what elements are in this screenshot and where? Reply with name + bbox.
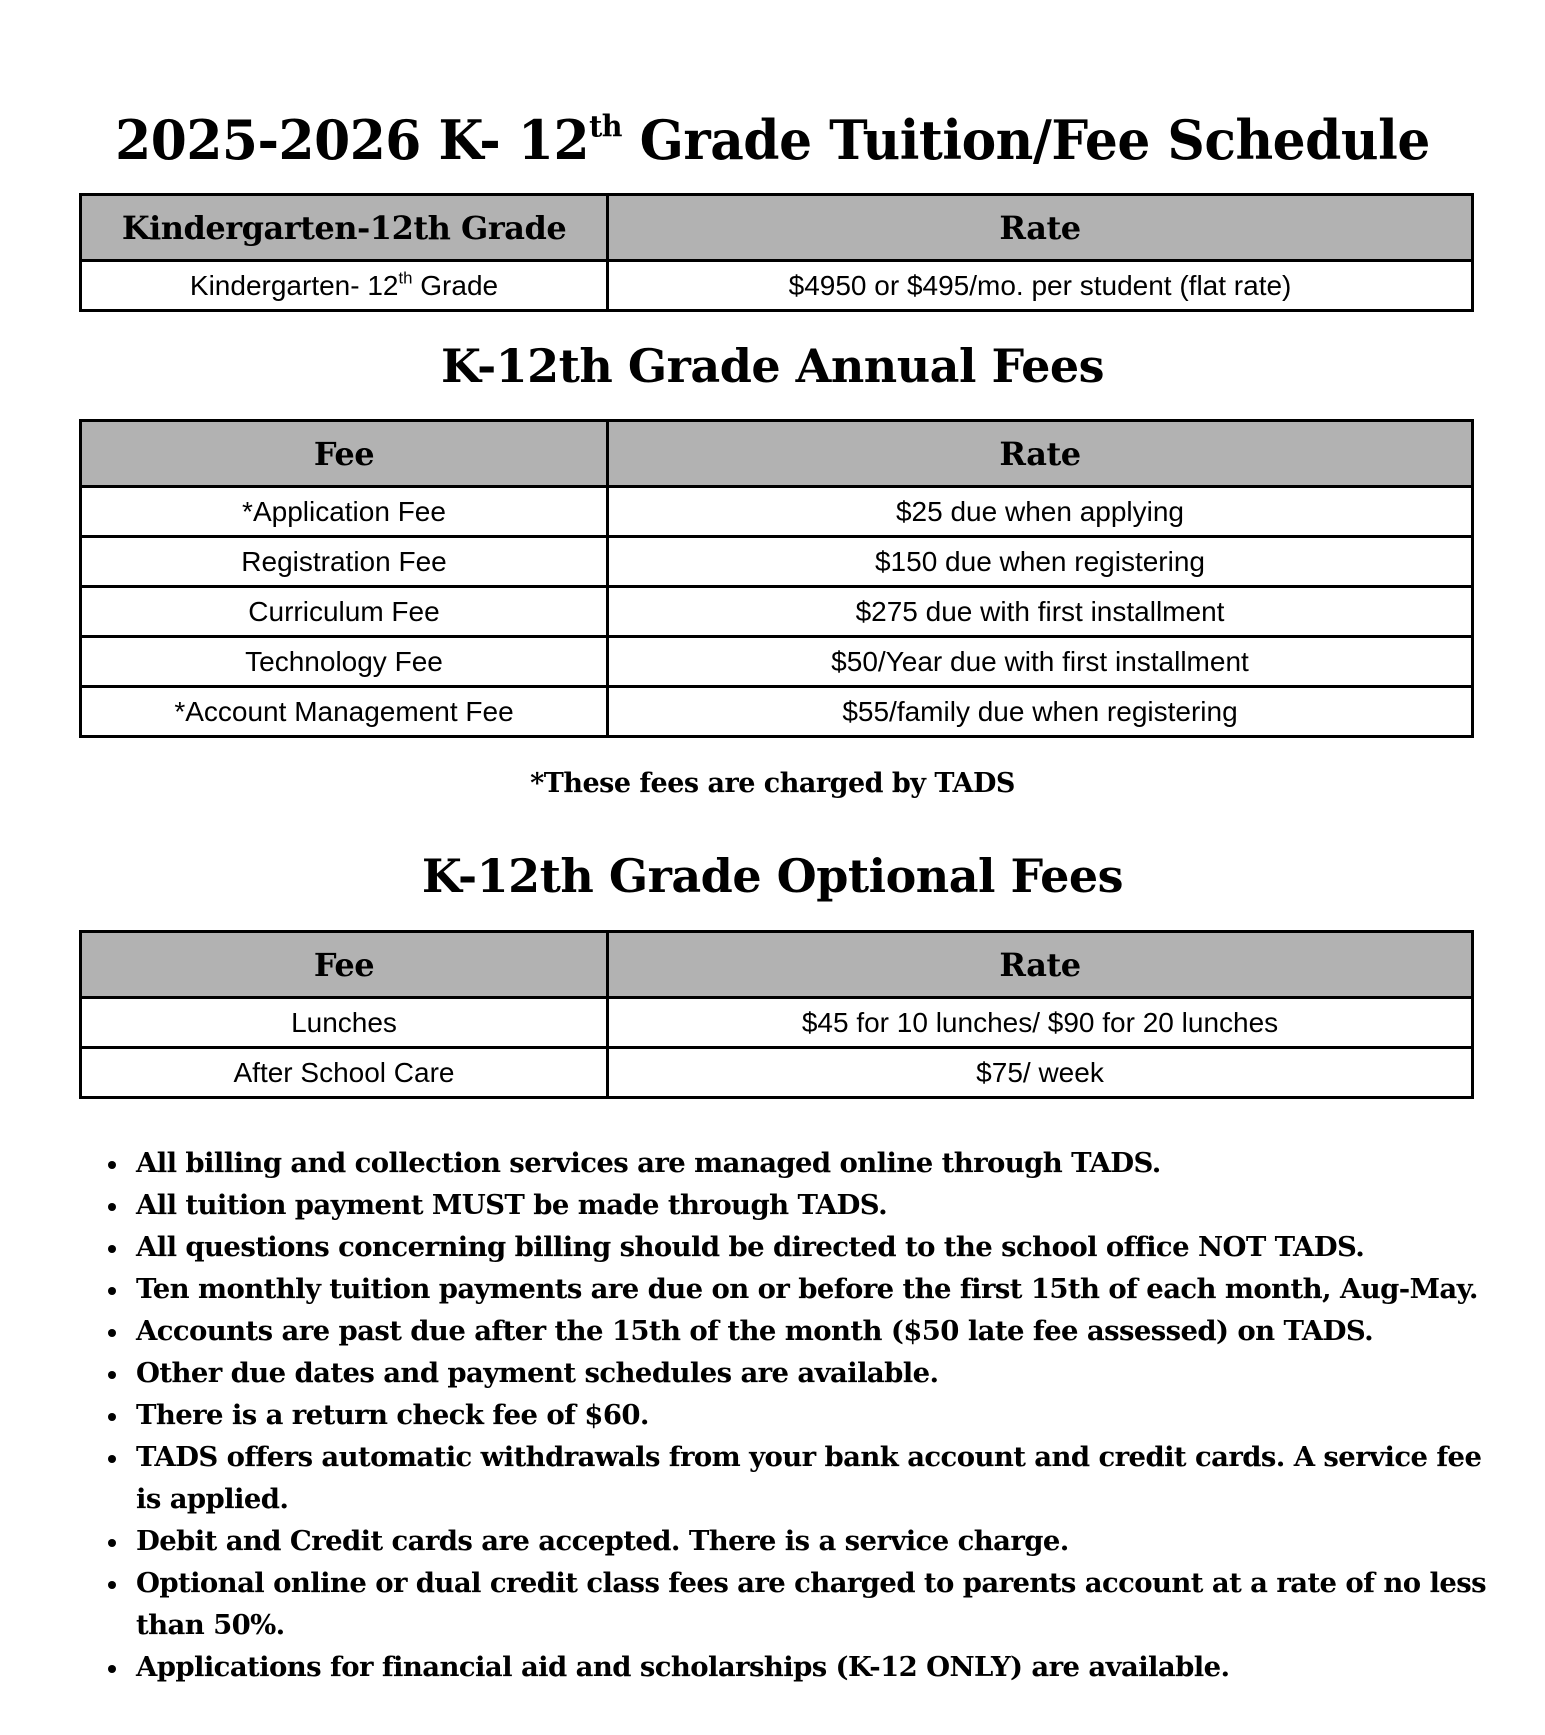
list-item: • All questions concerning billing should be directed to the school office NOT TADS. bbox=[130, 1226, 1510, 1268]
list-item: • TADS offers automatic withdrawals from your bank account and credit cards. A service fee is applied. bbox=[130, 1436, 1510, 1520]
fee-cell: Registration Fee bbox=[81, 537, 608, 587]
fee-cell: After School Care bbox=[81, 1048, 608, 1098]
annual-fees-heading: K-12th Grade Annual Fees bbox=[440, 339, 1105, 393]
table-header-row bbox=[81, 421, 1473, 487]
rate-cell: $50/Year due with first installment bbox=[608, 637, 1473, 687]
fee-cell: *Account Management Fee bbox=[81, 687, 608, 737]
rate-cell: $275 due with first installment bbox=[608, 587, 1473, 637]
table-row bbox=[81, 998, 1473, 1048]
fee-cell: Curriculum Fee bbox=[81, 587, 608, 637]
grade-superscript: th bbox=[398, 267, 413, 287]
table-row bbox=[81, 687, 1473, 737]
column-header-fee: Fee bbox=[81, 932, 608, 998]
list-item: • Other due dates and payment schedules are available. bbox=[130, 1352, 1510, 1394]
table-row bbox=[81, 587, 1473, 637]
rate-cell: $55/family due when registering bbox=[608, 687, 1473, 737]
page-title-prefix: 2025-2026 K- 12 bbox=[115, 108, 590, 172]
page-title-suffix: Grade Tuition/Fee Schedule bbox=[622, 108, 1430, 172]
column-header-rate: Rate bbox=[608, 421, 1473, 487]
table-row bbox=[81, 487, 1473, 537]
list-item: • There is a return check fee of $60. bbox=[130, 1394, 1510, 1436]
grade-text-suffix: Grade bbox=[412, 269, 499, 301]
optional-fees-table bbox=[79, 930, 1474, 1099]
table-row bbox=[81, 637, 1473, 687]
list-item: • Applications for financial aid and scholarships (K-12 ONLY) are available. bbox=[130, 1646, 1510, 1688]
fee-cell: Lunches bbox=[81, 998, 608, 1048]
table-header-row bbox=[81, 932, 1473, 998]
rate-cell: $4950 or $495/mo. per student (flat rate) bbox=[608, 261, 1473, 311]
column-header-grade: Kindergarten-12th Grade bbox=[81, 195, 608, 261]
fee-cell: Technology Fee bbox=[81, 637, 608, 687]
rate-cell: $75/ week bbox=[608, 1048, 1473, 1098]
tads-footnote: *These fees are charged by TADS bbox=[530, 768, 1015, 799]
column-header-fee: Fee bbox=[81, 421, 608, 487]
list-item: • Debit and Credit cards are accepted. There is a service charge. bbox=[130, 1520, 1510, 1562]
column-header-rate: Rate bbox=[608, 932, 1473, 998]
billing-notes-list bbox=[96, 1142, 1510, 1688]
list-item: • Optional online or dual credit class fees are charged to parents account at a rate of no less than 50%. bbox=[130, 1562, 1510, 1646]
table-row bbox=[81, 261, 1473, 311]
tuition-table bbox=[79, 193, 1474, 312]
fee-cell: *Application Fee bbox=[81, 487, 608, 537]
page-title-superscript: th bbox=[589, 109, 623, 145]
page-title bbox=[31, 108, 1514, 172]
rate-cell: $45 for 10 lunches/ $90 for 20 lunches bbox=[608, 998, 1473, 1048]
rate-cell: $25 due when applying bbox=[608, 487, 1473, 537]
rate-cell: $150 due when registering bbox=[608, 537, 1473, 587]
table-row bbox=[81, 1048, 1473, 1098]
list-item: • Accounts are past due after the 15th of the month ($50 late fee assessed) on TADS. bbox=[130, 1310, 1510, 1352]
optional-fees-heading: K-12th Grade Optional Fees bbox=[421, 849, 1124, 903]
table-header-row bbox=[81, 195, 1473, 261]
list-item: • Ten monthly tuition payments are due on or before the first 15th of each month, Aug-May. bbox=[130, 1268, 1510, 1310]
list-item: • All billing and collection services are managed online through TADS. bbox=[130, 1142, 1510, 1184]
grade-text: Kindergarten- 12 bbox=[189, 269, 399, 301]
list-item: • All tuition payment MUST be made through TADS. bbox=[130, 1184, 1510, 1226]
column-header-rate: Rate bbox=[608, 195, 1473, 261]
grade-cell bbox=[81, 261, 608, 311]
table-row bbox=[81, 537, 1473, 587]
annual-fees-table bbox=[79, 419, 1474, 738]
